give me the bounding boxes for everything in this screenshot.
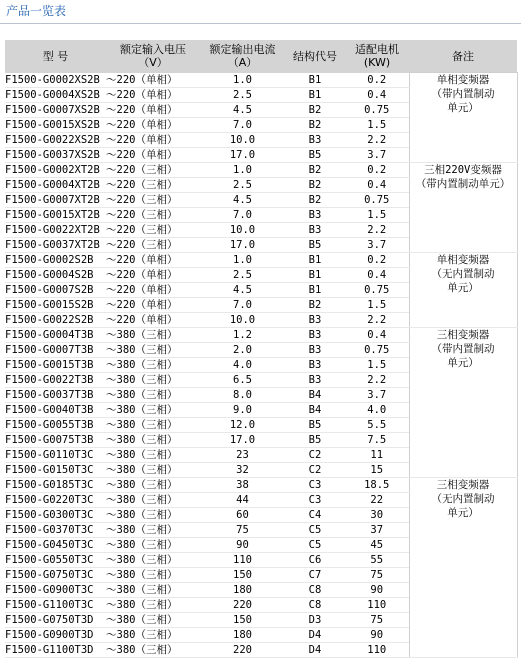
table-row xyxy=(5,73,517,88)
product-table xyxy=(5,40,518,658)
cell-model: F1500-G0750T3D xyxy=(5,612,106,627)
cell-current: 10.0 xyxy=(200,222,285,237)
cell-structure: C8 xyxy=(285,597,345,612)
cell-voltage: ～220（三相） xyxy=(106,207,200,222)
cell-motor: 4.0 xyxy=(345,402,409,417)
note-line: 单元） xyxy=(447,102,479,114)
cell-current: 220 xyxy=(200,597,285,612)
cell-structure: B1 xyxy=(285,282,345,297)
cell-motor: 55 xyxy=(345,552,409,567)
cell-current: 8.0 xyxy=(200,387,285,402)
note-cell xyxy=(409,73,517,163)
cell-voltage: ～220（单相） xyxy=(106,147,200,162)
note-line: 单相变频器 xyxy=(436,74,490,86)
cell-voltage: ～380（三相） xyxy=(106,522,200,537)
cell-motor: 0.2 xyxy=(345,73,409,88)
cell-current: 1.2 xyxy=(200,327,285,342)
note-cell xyxy=(409,252,517,327)
cell-current: 180 xyxy=(200,627,285,642)
cell-structure: C2 xyxy=(285,447,345,462)
cell-current: 4.5 xyxy=(200,282,285,297)
cell-voltage: ～220（单相） xyxy=(106,73,200,88)
table-row xyxy=(5,477,517,492)
cell-structure: B3 xyxy=(285,132,345,147)
note-line: 单元） xyxy=(447,356,479,369)
cell-model: F1500-G0004T3B xyxy=(5,327,106,342)
cell-current: 32 xyxy=(200,462,285,477)
cell-voltage: ～380（三相） xyxy=(106,552,200,567)
note-cell xyxy=(409,162,517,252)
cell-motor: 7.5 xyxy=(345,432,409,447)
cell-structure: B3 xyxy=(285,207,345,222)
cell-current: 17.0 xyxy=(200,432,285,447)
cell-voltage: ～380（三相） xyxy=(106,402,200,417)
cell-structure: C2 xyxy=(285,462,345,477)
cell-model: F1500-G0015T3B xyxy=(5,357,106,372)
cell-current: 23 xyxy=(200,447,285,462)
cell-motor: 3.7 xyxy=(345,237,409,252)
cell-structure: D4 xyxy=(285,627,345,642)
cell-motor: 5.5 xyxy=(345,417,409,432)
cell-motor: 0.4 xyxy=(345,87,409,102)
cell-current: 75 xyxy=(200,522,285,537)
cell-motor: 90 xyxy=(345,627,409,642)
cell-model: F1500-G0150T3C xyxy=(5,462,106,477)
cell-structure: B2 xyxy=(285,297,345,312)
cell-motor: 3.7 xyxy=(345,147,409,162)
note-cell xyxy=(409,327,517,477)
cell-voltage: ～380（三相） xyxy=(106,567,200,582)
table-row xyxy=(5,327,517,342)
cell-voltage: ～220（单相） xyxy=(106,252,200,267)
cell-model: F1500-G0110T3C xyxy=(5,447,106,462)
cell-motor: 0.4 xyxy=(345,177,409,192)
cell-model: F1500-G0037XT2B xyxy=(5,237,106,252)
cell-structure: C5 xyxy=(285,522,345,537)
table-body xyxy=(5,73,517,658)
page-title: 产品一览表 xyxy=(6,4,67,18)
cell-voltage: ～220（三相） xyxy=(106,237,200,252)
cell-motor: 2.2 xyxy=(345,312,409,327)
cell-voltage: ～380（三相） xyxy=(106,432,200,447)
cell-motor: 3.7 xyxy=(345,387,409,402)
cell-model: F1500-G0007T3B xyxy=(5,342,106,357)
cell-voltage: ～380（三相） xyxy=(106,582,200,597)
cell-voltage: ～220（三相） xyxy=(106,162,200,177)
cell-motor: 75 xyxy=(345,567,409,582)
cell-model: F1500-G0015XT2B xyxy=(5,207,106,222)
cell-model: F1500-G0220T3C xyxy=(5,492,106,507)
cell-model: F1500-G0550T3C xyxy=(5,552,106,567)
cell-model: F1500-G0002XT2B xyxy=(5,162,106,177)
cell-current: 1.0 xyxy=(200,252,285,267)
cell-structure: B3 xyxy=(285,312,345,327)
cell-current: 60 xyxy=(200,507,285,522)
cell-structure: B1 xyxy=(285,267,345,282)
cell-current: 90 xyxy=(200,537,285,552)
cell-voltage: ～380（三相） xyxy=(106,612,200,627)
cell-current: 6.5 xyxy=(200,372,285,387)
cell-model: F1500-G0022XT2B xyxy=(5,222,106,237)
cell-voltage: ～380（三相） xyxy=(106,342,200,357)
cell-structure: B2 xyxy=(285,162,345,177)
cell-voltage: ～380（三相） xyxy=(106,462,200,477)
cell-motor: 1.5 xyxy=(345,117,409,132)
cell-structure: C6 xyxy=(285,552,345,567)
cell-motor: 0.75 xyxy=(345,192,409,207)
cell-model: F1500-G0007XT2B xyxy=(5,192,106,207)
cell-voltage: ～380（三相） xyxy=(106,597,200,612)
cell-motor: 15 xyxy=(345,462,409,477)
cell-motor: 2.2 xyxy=(345,132,409,147)
cell-structure: B1 xyxy=(285,73,345,88)
cell-motor: 0.75 xyxy=(345,342,409,357)
cell-voltage: ～220（三相） xyxy=(106,222,200,237)
cell-current: 10.0 xyxy=(200,312,285,327)
cell-model: F1500-G0185T3C xyxy=(5,477,106,492)
cell-voltage: ～380（三相） xyxy=(106,492,200,507)
cell-structure: B2 xyxy=(285,117,345,132)
cell-motor: 0.2 xyxy=(345,252,409,267)
cell-motor: 2.2 xyxy=(345,222,409,237)
note-line: （带内置制动单元） xyxy=(415,177,511,190)
cell-structure: C7 xyxy=(285,567,345,582)
cell-current: 38 xyxy=(200,477,285,492)
cell-motor: 2.2 xyxy=(345,372,409,387)
cell-model: F1500-G0300T3C xyxy=(5,507,106,522)
cell-voltage: ～380（三相） xyxy=(106,327,200,342)
cell-model: F1500-G0450T3C xyxy=(5,537,106,552)
note-line: 三相变频器 xyxy=(436,478,490,491)
cell-voltage: ～380（三相） xyxy=(106,417,200,432)
col-header-motor: 适配电机 (KW) xyxy=(345,40,409,73)
cell-structure: B1 xyxy=(285,252,345,267)
col-header-model: 型 号 xyxy=(5,40,106,73)
cell-current: 2.0 xyxy=(200,342,285,357)
cell-motor: 110 xyxy=(345,597,409,612)
cell-model: F1500-G0007S2B xyxy=(5,282,106,297)
cell-current: 2.5 xyxy=(200,177,285,192)
cell-model: F1500-G0022XS2B xyxy=(5,132,106,147)
cell-structure: B5 xyxy=(285,432,345,447)
cell-model: F1500-G0900T3C xyxy=(5,582,106,597)
cell-motor: 37 xyxy=(345,522,409,537)
cell-voltage: ～220（单相） xyxy=(106,312,200,327)
cell-current: 150 xyxy=(200,567,285,582)
cell-motor: 18.5 xyxy=(345,477,409,492)
cell-motor: 110 xyxy=(345,642,409,657)
cell-motor: 0.4 xyxy=(345,327,409,342)
cell-current: 17.0 xyxy=(200,237,285,252)
cell-structure: C5 xyxy=(285,537,345,552)
cell-model: F1500-G0002XS2B xyxy=(5,73,106,88)
cell-model: F1500-G1100T3D xyxy=(5,642,106,657)
note-line: 三相220V变频器 xyxy=(424,163,502,176)
cell-model: F1500-G0002S2B xyxy=(5,252,106,267)
cell-structure: B5 xyxy=(285,147,345,162)
cell-voltage: ～220（单相） xyxy=(106,132,200,147)
col-header-voltage: 额定输入电压 （V） xyxy=(106,40,200,73)
cell-model: F1500-G0015XS2B xyxy=(5,117,106,132)
note-line: （带内置制动 xyxy=(431,342,495,355)
cell-motor: 0.2 xyxy=(345,162,409,177)
cell-motor: 22 xyxy=(345,492,409,507)
cell-structure: B2 xyxy=(285,177,345,192)
cell-current: 1.0 xyxy=(200,73,285,88)
cell-current: 4.5 xyxy=(200,102,285,117)
cell-current: 10.0 xyxy=(200,132,285,147)
cell-voltage: ～220（单相） xyxy=(106,297,200,312)
cell-structure: B5 xyxy=(285,417,345,432)
cell-structure: B3 xyxy=(285,327,345,342)
cell-current: 7.0 xyxy=(200,117,285,132)
cell-current: 110 xyxy=(200,552,285,567)
cell-voltage: ～220（单相） xyxy=(106,87,200,102)
cell-voltage: ～220（三相） xyxy=(106,192,200,207)
cell-model: F1500-G0022T3B xyxy=(5,372,106,387)
cell-structure: B2 xyxy=(285,192,345,207)
cell-motor: 0.75 xyxy=(345,282,409,297)
cell-current: 150 xyxy=(200,612,285,627)
cell-voltage: ～220（单相） xyxy=(106,117,200,132)
cell-structure: B3 xyxy=(285,222,345,237)
note-cell xyxy=(409,477,517,657)
cell-voltage: ～380（三相） xyxy=(106,507,200,522)
cell-model: F1500-G0015S2B xyxy=(5,297,106,312)
cell-model: F1500-G0037XS2B xyxy=(5,147,106,162)
cell-motor: 0.4 xyxy=(345,267,409,282)
cell-current: 180 xyxy=(200,582,285,597)
note-line: （无内置制动 xyxy=(431,267,495,280)
note-line: （无内置制动 xyxy=(431,492,495,505)
cell-structure: D4 xyxy=(285,642,345,657)
cell-motor: 75 xyxy=(345,612,409,627)
cell-voltage: ～380（三相） xyxy=(106,372,200,387)
cell-model: F1500-G0750T3C xyxy=(5,567,106,582)
cell-motor: 11 xyxy=(345,447,409,462)
cell-current: 7.0 xyxy=(200,297,285,312)
cell-model: F1500-G0004XT2B xyxy=(5,177,106,192)
cell-voltage: ～380（三相） xyxy=(106,627,200,642)
col-header-current: 额定输出电流 （A） xyxy=(200,40,285,73)
col-header-note: 备注 xyxy=(409,40,517,73)
cell-voltage: ～380（三相） xyxy=(106,447,200,462)
cell-voltage: ～380（三相） xyxy=(106,477,200,492)
cell-model: F1500-G0007XS2B xyxy=(5,102,106,117)
table-row xyxy=(5,162,517,177)
cell-voltage: ～220（三相） xyxy=(106,177,200,192)
cell-model: F1500-G0040T3B xyxy=(5,402,106,417)
cell-motor: 90 xyxy=(345,582,409,597)
cell-voltage: ～220（单相） xyxy=(106,102,200,117)
cell-voltage: ～380（三相） xyxy=(106,357,200,372)
col-header-structure: 结构代号 xyxy=(285,40,345,73)
cell-motor: 0.75 xyxy=(345,102,409,117)
cell-structure: C4 xyxy=(285,507,345,522)
cell-current: 4.0 xyxy=(200,357,285,372)
cell-structure: B3 xyxy=(285,342,345,357)
note-line: 单相变频器 xyxy=(436,253,490,266)
cell-model: F1500-G0055T3B xyxy=(5,417,106,432)
cell-structure: B4 xyxy=(285,402,345,417)
cell-model: F1500-G0037T3B xyxy=(5,387,106,402)
cell-model: F1500-G0004S2B xyxy=(5,267,106,282)
cell-current: 2.5 xyxy=(200,267,285,282)
cell-voltage: ～220（单相） xyxy=(106,282,200,297)
cell-model: F1500-G0022S2B xyxy=(5,312,106,327)
cell-current: 1.0 xyxy=(200,162,285,177)
cell-current: 220 xyxy=(200,642,285,657)
cell-current: 12.0 xyxy=(200,417,285,432)
cell-structure: C3 xyxy=(285,477,345,492)
note-line: （带内置制动 xyxy=(431,88,495,100)
cell-structure: B5 xyxy=(285,237,345,252)
cell-current: 7.0 xyxy=(200,207,285,222)
note-line: 三相变频器 xyxy=(436,328,490,341)
cell-motor: 45 xyxy=(345,537,409,552)
cell-voltage: ～380（三相） xyxy=(106,537,200,552)
cell-structure: B1 xyxy=(285,87,345,102)
cell-structure: D3 xyxy=(285,612,345,627)
cell-current: 17.0 xyxy=(200,147,285,162)
cell-structure: C3 xyxy=(285,492,345,507)
cell-motor: 30 xyxy=(345,507,409,522)
cell-motor: 1.5 xyxy=(345,297,409,312)
cell-motor: 1.5 xyxy=(345,207,409,222)
cell-structure: B2 xyxy=(285,102,345,117)
cell-current: 4.5 xyxy=(200,192,285,207)
cell-model: F1500-G0370T3C xyxy=(5,522,106,537)
cell-structure: B3 xyxy=(285,372,345,387)
cell-voltage: ～220（单相） xyxy=(106,267,200,282)
table-header-row xyxy=(5,40,517,73)
note-line: 单元） xyxy=(447,281,479,294)
cell-structure: B4 xyxy=(285,387,345,402)
cell-voltage: ～380（三相） xyxy=(106,387,200,402)
cell-voltage: ～380（三相） xyxy=(106,642,200,657)
cell-model: F1500-G0075T3B xyxy=(5,432,106,447)
cell-current: 2.5 xyxy=(200,87,285,102)
cell-model: F1500-G1100T3C xyxy=(5,597,106,612)
cell-current: 9.0 xyxy=(200,402,285,417)
cell-motor: 1.5 xyxy=(345,357,409,372)
cell-model: F1500-G0004XS2B xyxy=(5,87,106,102)
cell-model: F1500-G0900T3D xyxy=(5,627,106,642)
cell-structure: C8 xyxy=(285,582,345,597)
table-row xyxy=(5,252,517,267)
cell-structure: B3 xyxy=(285,357,345,372)
cell-current: 44 xyxy=(200,492,285,507)
note-line: 单元） xyxy=(447,506,479,519)
title-divider xyxy=(0,23,521,24)
